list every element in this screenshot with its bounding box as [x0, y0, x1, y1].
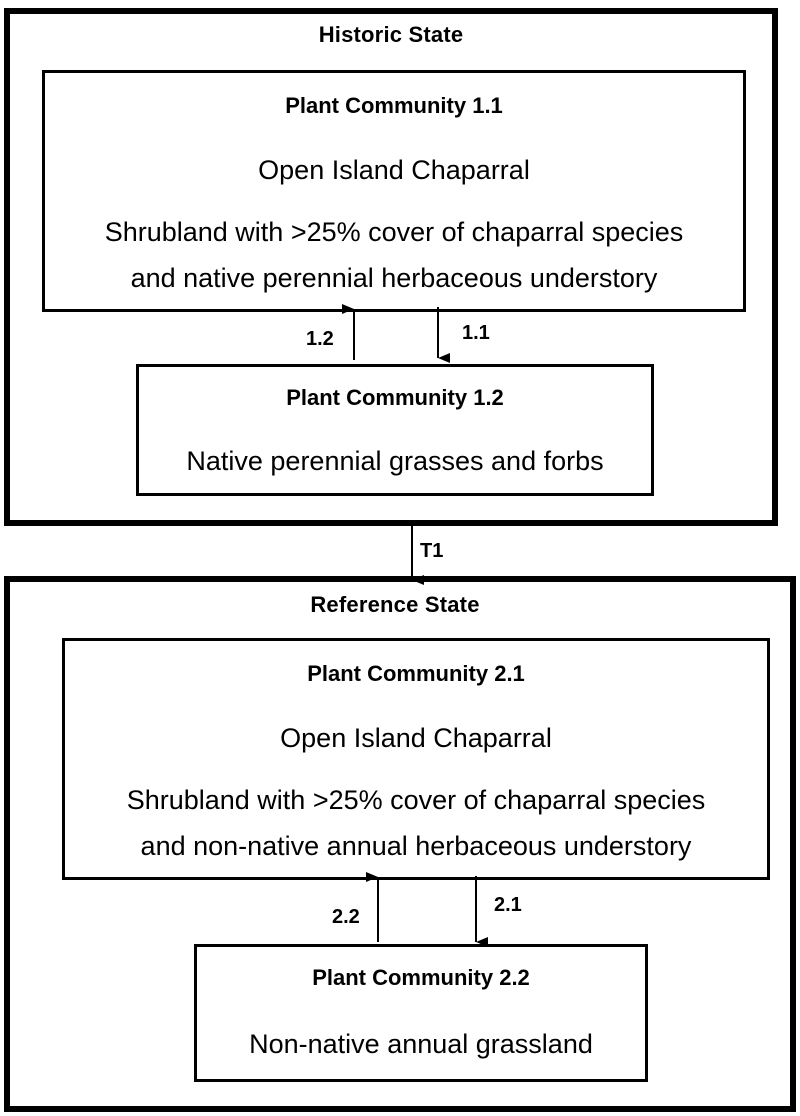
pc-2-2-title: Plant Community 2.2: [312, 965, 530, 990]
transition-t1-label: T1: [420, 540, 444, 562]
pc-1-2-title: Plant Community 1.2: [286, 385, 504, 410]
historic-state-title: Historic State: [318, 22, 464, 47]
reference-state-title: Reference State: [310, 592, 480, 617]
arrow-1-2-label: 1.2: [306, 328, 334, 350]
arrow-2-2-label: 2.2: [332, 906, 360, 928]
pc-1-1-desc-line1: Shrubland with >25% cover of chaparral species: [104, 217, 684, 247]
pc-2-1-title: Plant Community 2.1: [307, 661, 525, 686]
pc-1-1-name: Open Island Chaparral: [258, 155, 530, 185]
pc-2-2-desc: Non-native annual grassland: [249, 1029, 593, 1059]
pc-1-1-desc-line2: and native perennial herbaceous understory: [130, 263, 658, 293]
arrow-2-1-label: 2.1: [494, 894, 522, 916]
pc-2-1-desc-line1: Shrubland with >25% cover of chaparral species: [126, 785, 706, 815]
pc-1-1-title: Plant Community 1.1: [285, 93, 503, 118]
pc-2-1-name: Open Island Chaparral: [280, 723, 552, 753]
arrow-1-1-label: 1.1: [462, 322, 490, 344]
pc-2-1-desc-line2: and non-native annual herbaceous understory: [140, 831, 692, 861]
pc-1-2-desc: Native perennial grasses and forbs: [186, 446, 604, 476]
